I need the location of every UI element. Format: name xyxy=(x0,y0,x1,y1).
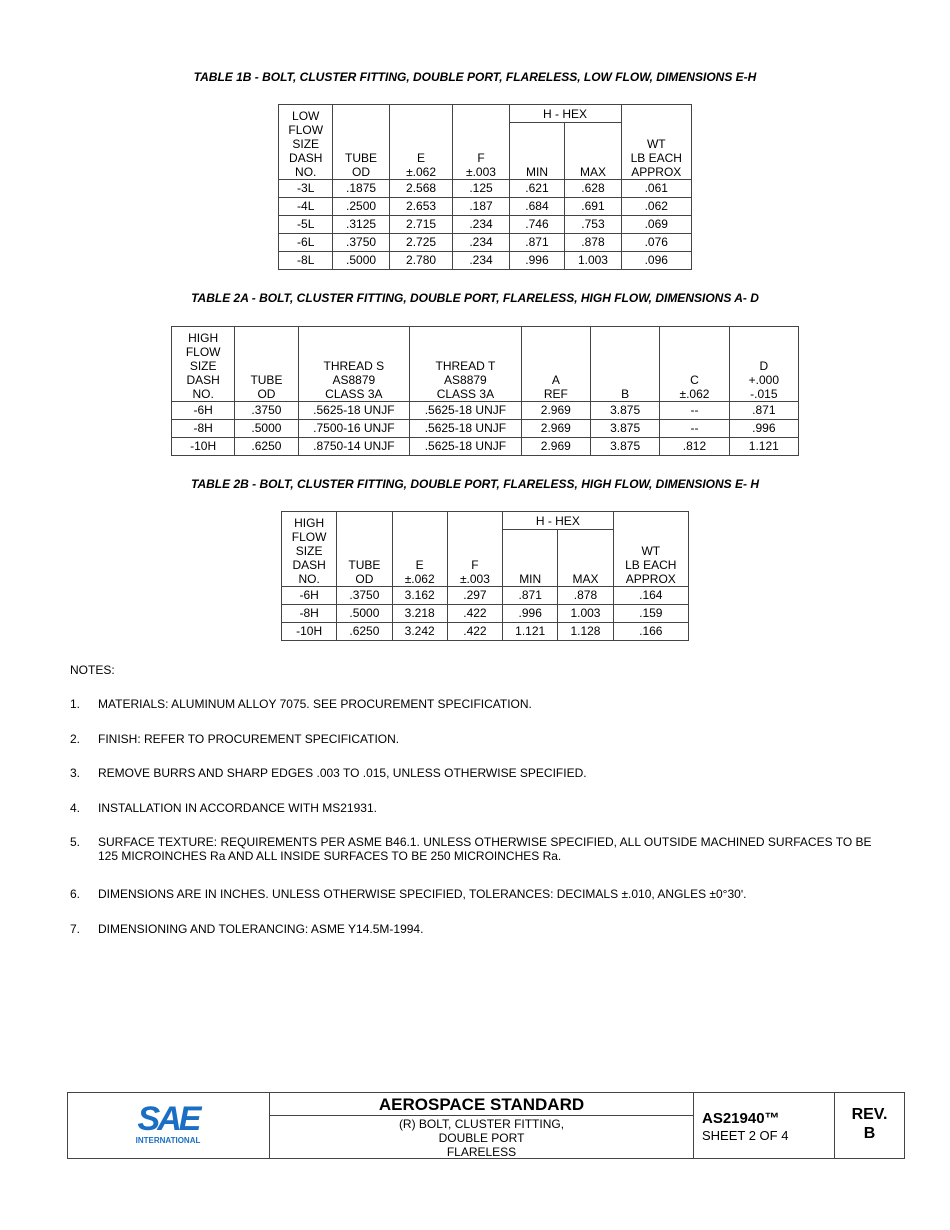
table-cell: .871 xyxy=(729,402,798,420)
table-cell: 2.969 xyxy=(521,402,590,420)
table-row xyxy=(282,605,689,623)
table-cell: -8H xyxy=(172,420,235,438)
col-dash-no: LOW FLOW SIZE DASH NO. xyxy=(279,105,333,180)
table-cell: .422 xyxy=(447,623,502,641)
title-block xyxy=(67,1092,905,1159)
table-cell: -4L xyxy=(279,198,333,216)
col-thread-t: THREAD T AS8879 CLASS 3A xyxy=(410,327,522,402)
table-cell: 1.003 xyxy=(558,605,613,623)
table-cell: .871 xyxy=(503,587,558,605)
table-cell: .3750 xyxy=(333,234,389,252)
table-cell: .2500 xyxy=(333,198,389,216)
table-cell: -6H xyxy=(282,587,337,605)
table-cell: .159 xyxy=(613,605,688,623)
table-cell: -6H xyxy=(172,402,235,420)
note-text: MATERIALS: ALUMINUM ALLOY 7075. SEE PROCUREMENT SPECIFICATION. xyxy=(98,697,532,711)
table-cell: .996 xyxy=(729,420,798,438)
notes-title: NOTES: xyxy=(70,663,115,677)
table-cell: .076 xyxy=(621,234,691,252)
table-row xyxy=(279,252,692,270)
note-number: 5. xyxy=(70,835,81,849)
doc-number: AS21940™ xyxy=(702,1110,780,1127)
table-cell: -- xyxy=(660,402,729,420)
table-cell: .691 xyxy=(565,198,621,216)
table-cell: .166 xyxy=(613,623,688,641)
table-cell: .746 xyxy=(509,216,565,234)
table-2a xyxy=(171,326,799,456)
table-row xyxy=(172,402,799,420)
note-number: 7. xyxy=(70,922,81,936)
doc-number-cell xyxy=(694,1093,835,1158)
table-1b-title: TABLE 1B - BOLT, CLUSTER FITTING, DOUBLE PORT, FLARELESS, LOW FLOW, DIMENSIONS E-H xyxy=(193,70,757,84)
table-cell: .7500-16 UNJF xyxy=(298,420,410,438)
table-row xyxy=(279,216,692,234)
table-cell: .871 xyxy=(509,234,565,252)
col-dash-no: HIGH FLOW SIZE DASH NO. xyxy=(282,512,337,587)
table-cell: .628 xyxy=(565,180,621,198)
table-cell: 3.875 xyxy=(590,420,659,438)
note-text: INSTALLATION IN ACCORDANCE WITH MS21931. xyxy=(98,801,377,815)
note-text: REMOVE BURRS AND SHARP EDGES .003 TO .015, UNLESS OTHERWISE SPECIFIED. xyxy=(98,766,587,780)
table-1b xyxy=(278,104,692,270)
table-cell: 1.121 xyxy=(503,623,558,641)
table-cell: .3750 xyxy=(337,587,392,605)
table-cell: .5625-18 UNJF xyxy=(298,402,410,420)
revision-cell xyxy=(835,1093,904,1158)
col-a: A REF xyxy=(521,327,590,402)
sheet-number: SHEET 2 OF 4 xyxy=(702,1128,789,1143)
table-cell: .061 xyxy=(621,180,691,198)
table-cell: 2.653 xyxy=(389,198,453,216)
table-cell: .234 xyxy=(453,252,509,270)
table-cell: .5625-18 UNJF xyxy=(410,402,522,420)
table-2b-title: TABLE 2B - BOLT, CLUSTER FITTING, DOUBLE PORT, FLARELESS, HIGH FLOW, DIMENSIONS E- H xyxy=(191,477,759,491)
table-cell: .062 xyxy=(621,198,691,216)
col-tube-od: TUBE OD xyxy=(337,512,392,587)
table-cell: -5L xyxy=(279,216,333,234)
col-e: E ±.062 xyxy=(389,105,453,180)
note-text: DIMENSIONING AND TOLERANCING: ASME Y14.5M-1994. xyxy=(98,922,424,936)
table-row xyxy=(282,587,689,605)
table-cell: 2.969 xyxy=(521,420,590,438)
table-cell: 1.128 xyxy=(558,623,613,641)
table-cell: .3750 xyxy=(235,402,298,420)
col-f: F ±.003 xyxy=(453,105,509,180)
table-cell: -3L xyxy=(279,180,333,198)
table-cell: .5625-18 UNJF xyxy=(410,420,522,438)
note-number: 2. xyxy=(70,732,81,746)
table-cell: .5000 xyxy=(337,605,392,623)
table-cell: .6250 xyxy=(235,438,298,456)
table-cell: -6L xyxy=(279,234,333,252)
table-cell: .187 xyxy=(453,198,509,216)
col-hex-max: MAX xyxy=(565,123,621,180)
col-hex-min: MIN xyxy=(509,123,565,180)
table-cell: .164 xyxy=(613,587,688,605)
table-cell: .234 xyxy=(453,234,509,252)
table-cell: .297 xyxy=(447,587,502,605)
col-h-hex: H - HEX xyxy=(509,105,621,123)
col-e: E ±.062 xyxy=(392,512,447,587)
sae-logo xyxy=(128,1101,208,1147)
table-row xyxy=(172,420,799,438)
table-cell: 3.218 xyxy=(392,605,447,623)
note-text: DIMENSIONS ARE IN INCHES. UNLESS OTHERWISE SPECIFIED, TOLERANCES: DECIMALS ±.010, ANGLES ±0°30ʹ. xyxy=(98,887,747,901)
standard-heading: AEROSPACE STANDARD xyxy=(270,1093,693,1116)
table-row xyxy=(282,623,689,641)
table-cell: 2.568 xyxy=(389,180,453,198)
table-cell: 3.875 xyxy=(590,402,659,420)
table-cell: .753 xyxy=(565,216,621,234)
table-cell: 2.725 xyxy=(389,234,453,252)
note-text: SURFACE TEXTURE: REQUIREMENTS PER ASME B46.1. UNLESS OTHERWISE SPECIFIED, ALL OUTSIDE MACHINED SURFACES TO BE 125 MICROINCHES Ra AND ALL INSIDE SURFACES TO BE 250 MICROINCHES Ra. xyxy=(98,835,872,863)
note-number: 6. xyxy=(70,887,81,901)
table-2b xyxy=(281,511,689,641)
note-number: 4. xyxy=(70,801,81,815)
table-cell: .8750-14 UNJF xyxy=(298,438,410,456)
rev-label: REV. xyxy=(851,1106,888,1123)
part-description: (R) BOLT, CLUSTER FITTING, DOUBLE PORT FLARELESS xyxy=(398,1117,565,1159)
table-cell: .5000 xyxy=(235,420,298,438)
table-cell: .878 xyxy=(565,234,621,252)
table-cell: 2.715 xyxy=(389,216,453,234)
col-h-hex: H - HEX xyxy=(503,512,614,530)
table-cell: .684 xyxy=(509,198,565,216)
table-cell: 3.875 xyxy=(590,438,659,456)
table-cell: .812 xyxy=(660,438,729,456)
col-wt: WT LB EACH APPROX xyxy=(621,105,691,180)
table-cell: .069 xyxy=(621,216,691,234)
table-cell: .878 xyxy=(558,587,613,605)
table-cell: .5625-18 UNJF xyxy=(410,438,522,456)
table-cell: 3.162 xyxy=(392,587,447,605)
table-cell: -10H xyxy=(172,438,235,456)
table-row xyxy=(279,198,692,216)
col-d: D +.000 -.015 xyxy=(729,327,798,402)
table-cell: -8H xyxy=(282,605,337,623)
col-c: C ±.062 xyxy=(660,327,729,402)
table-cell: .5000 xyxy=(333,252,389,270)
table-cell: 1.121 xyxy=(729,438,798,456)
table-cell: 1.003 xyxy=(565,252,621,270)
table-cell: 2.780 xyxy=(389,252,453,270)
table-cell: -8L xyxy=(279,252,333,270)
col-dash-no: HIGH FLOW SIZE DASH NO. xyxy=(172,327,235,402)
note-number: 1. xyxy=(70,697,81,711)
col-hex-min: MIN xyxy=(503,530,558,587)
table-cell: .125 xyxy=(453,180,509,198)
col-wt: WT LB EACH APPROX xyxy=(613,512,688,587)
table-cell: .996 xyxy=(509,252,565,270)
table-cell: 3.242 xyxy=(392,623,447,641)
table-row xyxy=(279,180,692,198)
table-row xyxy=(279,234,692,252)
col-tube-od: TUBE OD xyxy=(235,327,298,402)
table-cell: -10H xyxy=(282,623,337,641)
table-row xyxy=(172,438,799,456)
table-2a-title: TABLE 2A - BOLT, CLUSTER FITTING, DOUBLE PORT, FLARELESS, HIGH FLOW, DIMENSIONS A- D xyxy=(191,291,759,305)
table-cell: .6250 xyxy=(337,623,392,641)
table-cell: .422 xyxy=(447,605,502,623)
table-cell: -- xyxy=(660,420,729,438)
col-thread-s: THREAD S AS8879 CLASS 3A xyxy=(298,327,410,402)
col-b: B xyxy=(590,327,659,402)
table-cell: .996 xyxy=(503,605,558,623)
sae-logo-sub: INTERNATIONAL xyxy=(135,1136,201,1145)
logo-cell xyxy=(68,1093,270,1158)
table-cell: 2.969 xyxy=(521,438,590,456)
col-tube-od: TUBE OD xyxy=(333,105,389,180)
note-text: FINISH: REFER TO PROCUREMENT SPECIFICATION. xyxy=(98,732,400,746)
table-cell: .096 xyxy=(621,252,691,270)
table-cell: .1875 xyxy=(333,180,389,198)
table-cell: .234 xyxy=(453,216,509,234)
table-cell: .621 xyxy=(509,180,565,198)
sae-logo-letters: SAE xyxy=(137,1101,199,1138)
col-hex-max: MAX xyxy=(558,530,613,587)
note-number: 3. xyxy=(70,766,81,780)
title-cell xyxy=(270,1093,694,1158)
col-f: F ±.003 xyxy=(447,512,502,587)
table-cell: .3125 xyxy=(333,216,389,234)
rev-value: B xyxy=(863,1125,876,1142)
